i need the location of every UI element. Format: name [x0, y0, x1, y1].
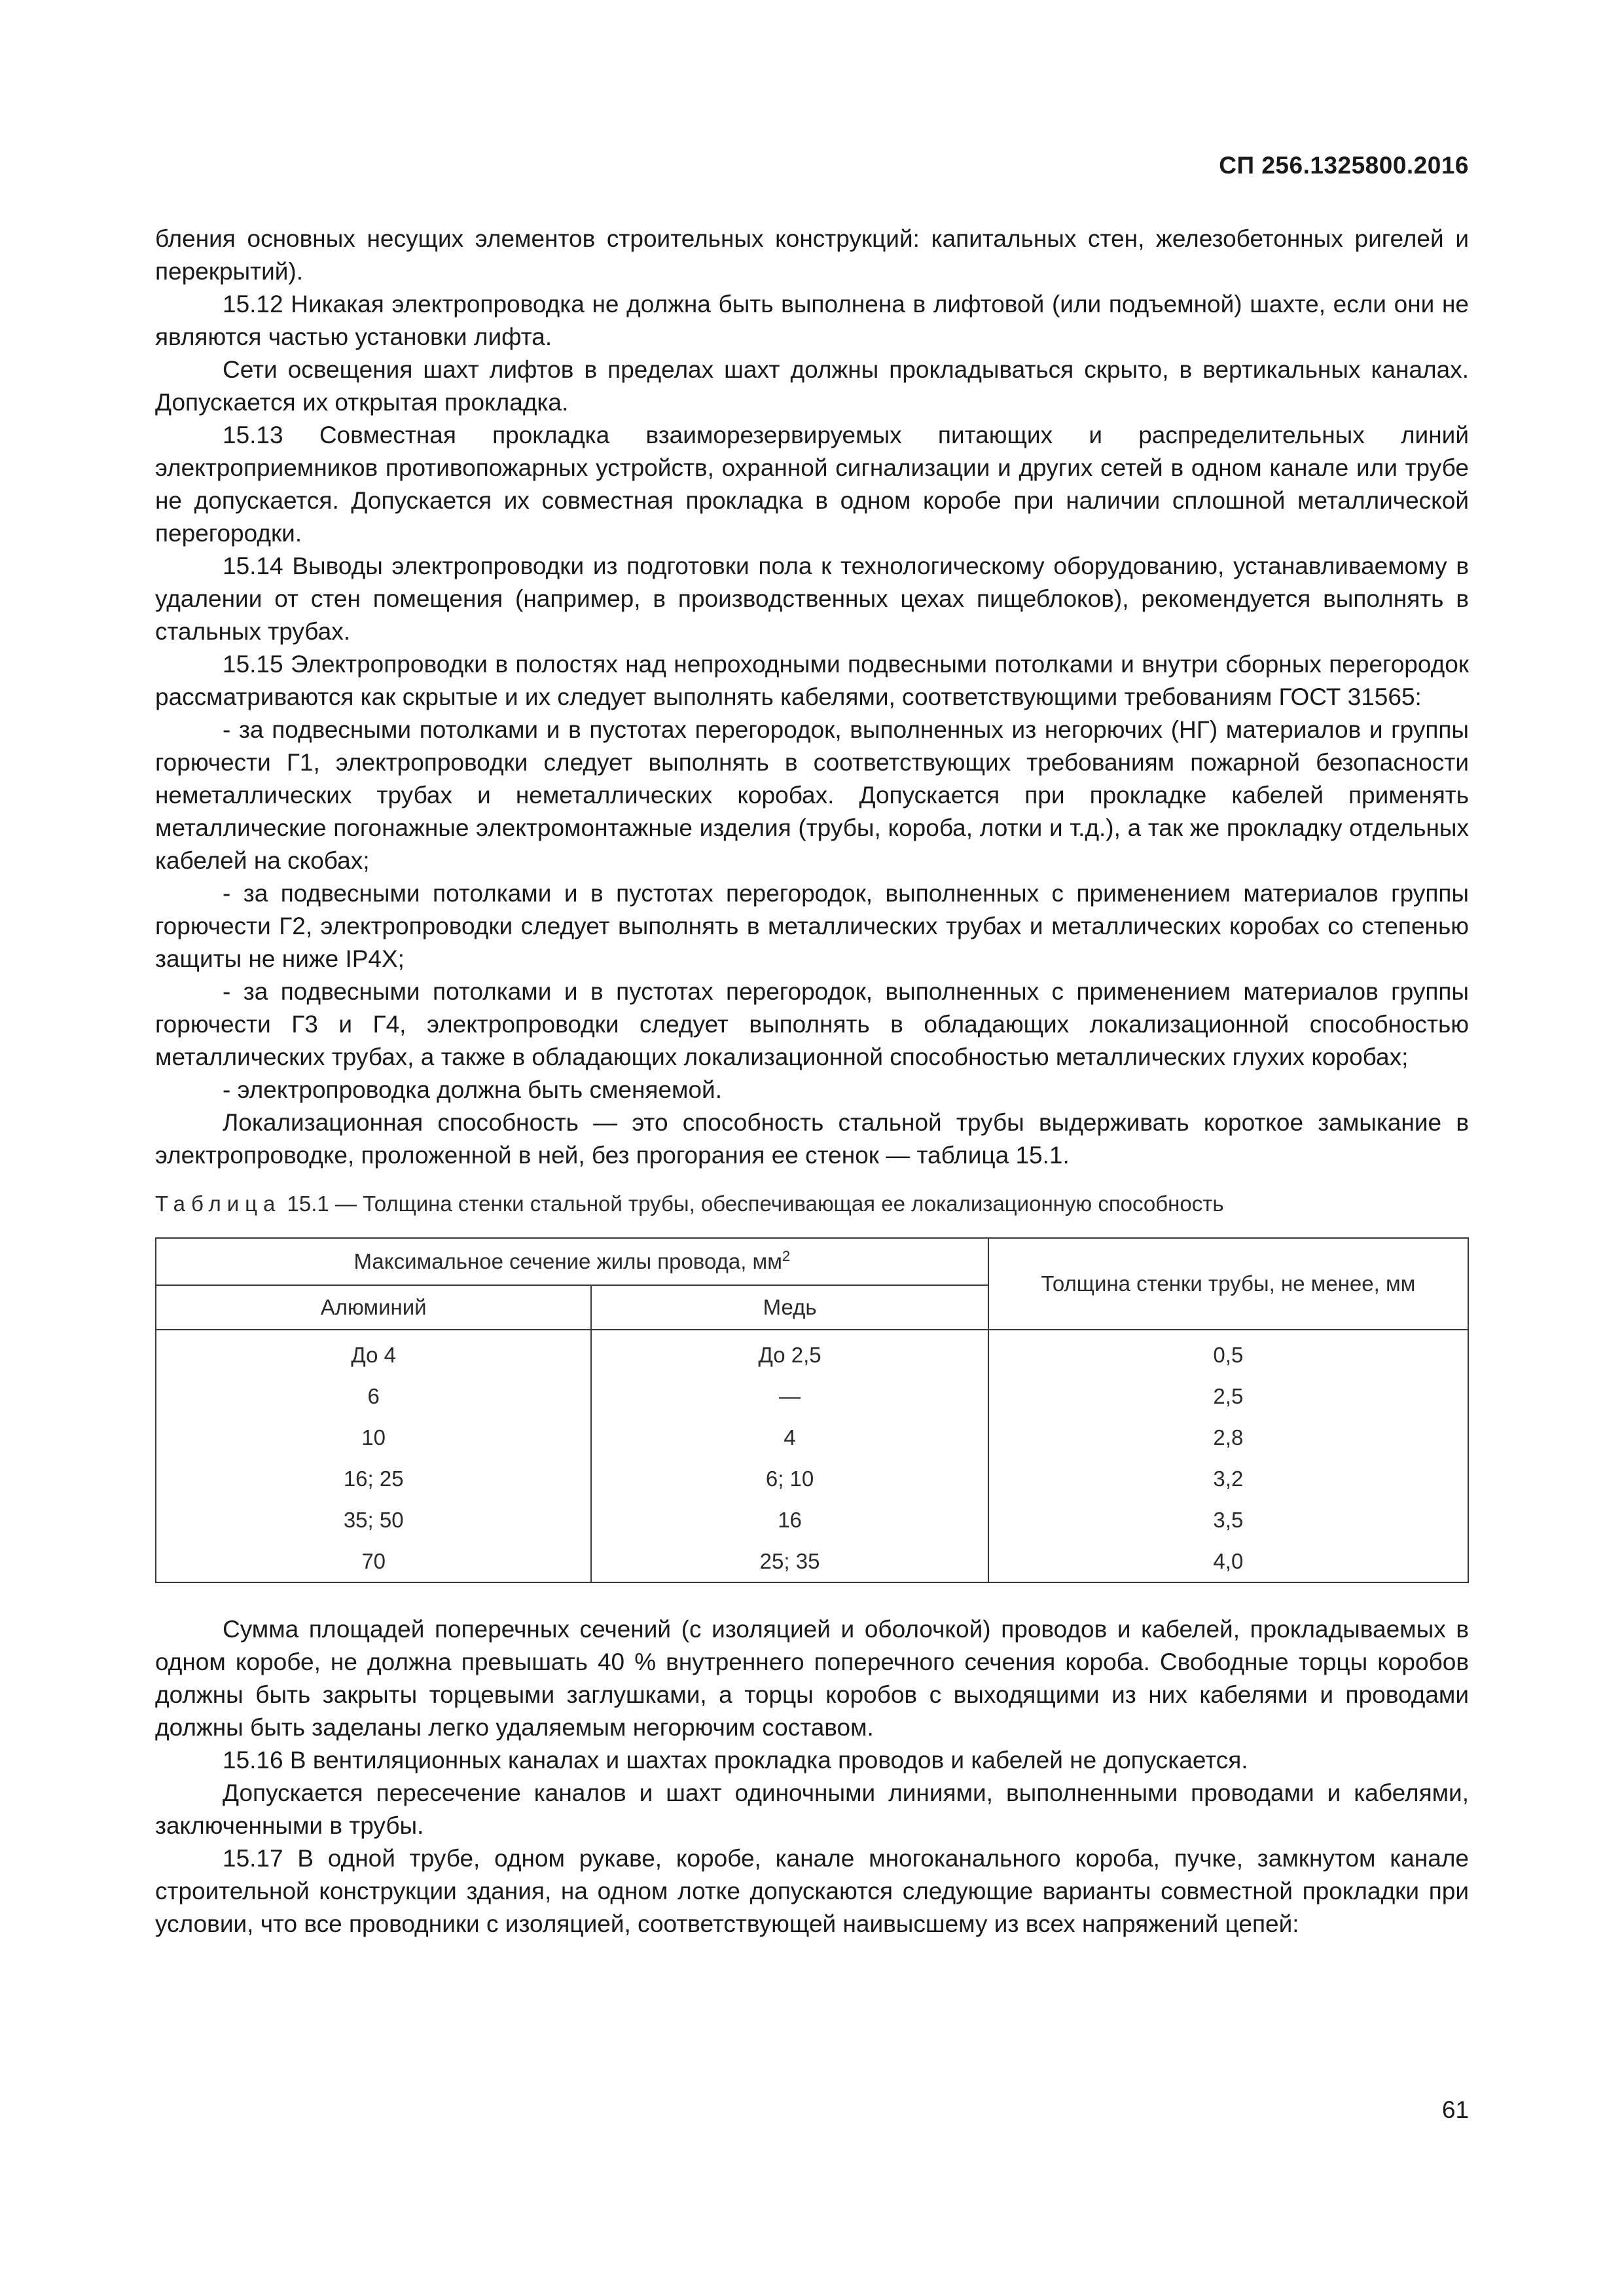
table-row [156, 1376, 1468, 1417]
cell-aluminum: 16; 25 [156, 1458, 591, 1499]
paragraph: 15.17 В одной трубе, одном рукаве, коробе, канале многоканального короба, пучке, замкнутом канале строительной конструкции здания, на одном лотке допускаются следующие варианты совместной прокладки при условии, что все проводники с изоляцией, соответствующей наивысшему из всех напряжений цепей: [155, 1845, 1469, 1937]
table-row [156, 1458, 1468, 1499]
text-block-bottom [155, 1613, 1469, 1941]
table-body [156, 1330, 1468, 1582]
cell-copper: — [591, 1376, 988, 1417]
cell-aluminum: До 4 [156, 1330, 591, 1376]
cell-copper: 16 [591, 1499, 988, 1540]
paragraph: Локализационная способность — это способность стальной трубы выдерживать короткое замыкание в электропроводке, проложенной в ней, без прогорания ее стенок — таблица 15.1. [155, 1109, 1469, 1169]
table-row [156, 1540, 1468, 1582]
cell-thickness: 3,5 [988, 1499, 1468, 1540]
cell-copper: 6; 10 [591, 1458, 988, 1499]
table-row [156, 1417, 1468, 1458]
page-number: 61 [1441, 2096, 1469, 2123]
text-block-top [155, 223, 1469, 1172]
paragraph: 15.16 В вентиляционных каналах и шахтах прокладка проводов и кабелей не допускается. [223, 1747, 1248, 1774]
paragraph: Сети освещения шахт лифтов в пределах шахт должны прокладываться скрыто, в вертикальных каналах. Допускается их открытая прокладка. [155, 356, 1469, 416]
table-caption [155, 1189, 1469, 1219]
page-content [155, 223, 1469, 1941]
paragraph: Допускается пересечение каналов и шахт одиночными линиями, выполненными проводами и кабелями, заключенными в трубы. [155, 1779, 1469, 1839]
cell-copper: 4 [591, 1417, 988, 1458]
wall-thickness-table [155, 1237, 1469, 1583]
table-caption-text: 15.1 — Толщина стенки стальной трубы, обеспечивающая ее локализационную способность [281, 1192, 1224, 1216]
header-max-section: Максимальное сечение жилы провода, $мм^2$ [156, 1238, 988, 1285]
paragraph: - за подвесными потолками и в пустотах перегородок, выполненных с применением материалов группы горючести Г2, электропроводки следует выполнять в металлических трубах и металлических коробах со степенью защиты не ниже IP4X; [155, 880, 1469, 972]
cell-copper: 25; 35 [591, 1540, 988, 1582]
cell-aluminum: 10 [156, 1417, 591, 1458]
paragraph: - электропроводка должна быть сменяемой. [223, 1076, 722, 1103]
paragraph: 15.12 Никакая электропроводка не должна быть выполнена в лифтовой (или подъемной) шахте, если они не являются частью установки лифта. [155, 291, 1469, 350]
cell-thickness: 2,8 [988, 1417, 1468, 1458]
paragraph: 15.15 Электропроводки в полостях над непроходными подвесными потолками и внутри сборных перегородок рассматриваются как скрытые и их следует выполнять кабелями, соответствующими требованиям ГОСТ 31565: [155, 651, 1469, 710]
cell-thickness: 0,5 [988, 1330, 1468, 1376]
table-row [156, 1330, 1468, 1376]
cell-thickness: 2,5 [988, 1376, 1468, 1417]
paragraph: бления основных несущих элементов строительных конструкций: капитальных стен, железобетонных ригелей и перекрытий). [155, 225, 1469, 285]
table-caption-prefix: Таблица [155, 1192, 281, 1216]
paragraph: 15.13 Совместная прокладка взаиморезервируемых питающих и распределительных линий электроприемников противопожарных устройств, охранной сигнализации и других сетей в одном канале или трубе не допускается. Допускается их совместная прокладка в одном коробе при наличии сплошной металлической перегородки. [155, 422, 1469, 547]
cell-copper: До 2,5 [591, 1330, 988, 1376]
cell-aluminum: 6 [156, 1376, 591, 1417]
paragraph: Сумма площадей поперечных сечений (с изоляцией и оболочкой) проводов и кабелей, прокладываемых в одном коробе, не должна превышать 40 % внутреннего поперечного сечения короба. Свободные торцы коробов должны быть закрыты торцевыми заглушками, а торцы коробов с выходящими из них кабелями и проводами должны быть заделаны легко удаляемым негорючим составом. [155, 1616, 1469, 1741]
header-aluminum: Алюминий [156, 1285, 591, 1330]
header-wall-thickness: Толщина стенки трубы, не менее, мм [988, 1238, 1468, 1330]
paragraph: - за подвесными потолками и в пустотах перегородок, выполненных из негорючих (НГ) материалов и группы горючести Г1, электропроводки следует выполнять в соответствующих требованиям пожарной безопасности неметаллических трубах и неметаллических коробах. Допускается при прокладке кабелей применять металлические погонажные электромонтажные изделия (трубы, короба, лотки и т.д.), а так же прокладку отдельных кабелей на скобах; [155, 716, 1469, 874]
cell-aluminum: 35; 50 [156, 1499, 591, 1540]
cell-thickness: 3,2 [988, 1458, 1468, 1499]
document-code: СП 256.1325800.2016 [1219, 152, 1469, 179]
paragraph: - за подвесными потолками и в пустотах перегородок, выполненных с применением материалов группы горючести Г3 и Г4, электропроводки следует выполнять в обладающих локализационной способностью металлических трубах, а также в обладающих локализационной способностью металлических глухих коробах; [155, 978, 1469, 1070]
cell-aluminum: 70 [156, 1540, 591, 1582]
cell-thickness: 4,0 [988, 1540, 1468, 1582]
paragraph: 15.14 Выводы электропроводки из подготовки пола к технологическому оборудованию, устанавливаемому в удалении от стен помещения (например, в производственных цехах пищеблоков), рекомендуется выполнять в стальных трубах. [155, 553, 1469, 645]
table-row [156, 1499, 1468, 1540]
header-copper: Медь [591, 1285, 988, 1330]
